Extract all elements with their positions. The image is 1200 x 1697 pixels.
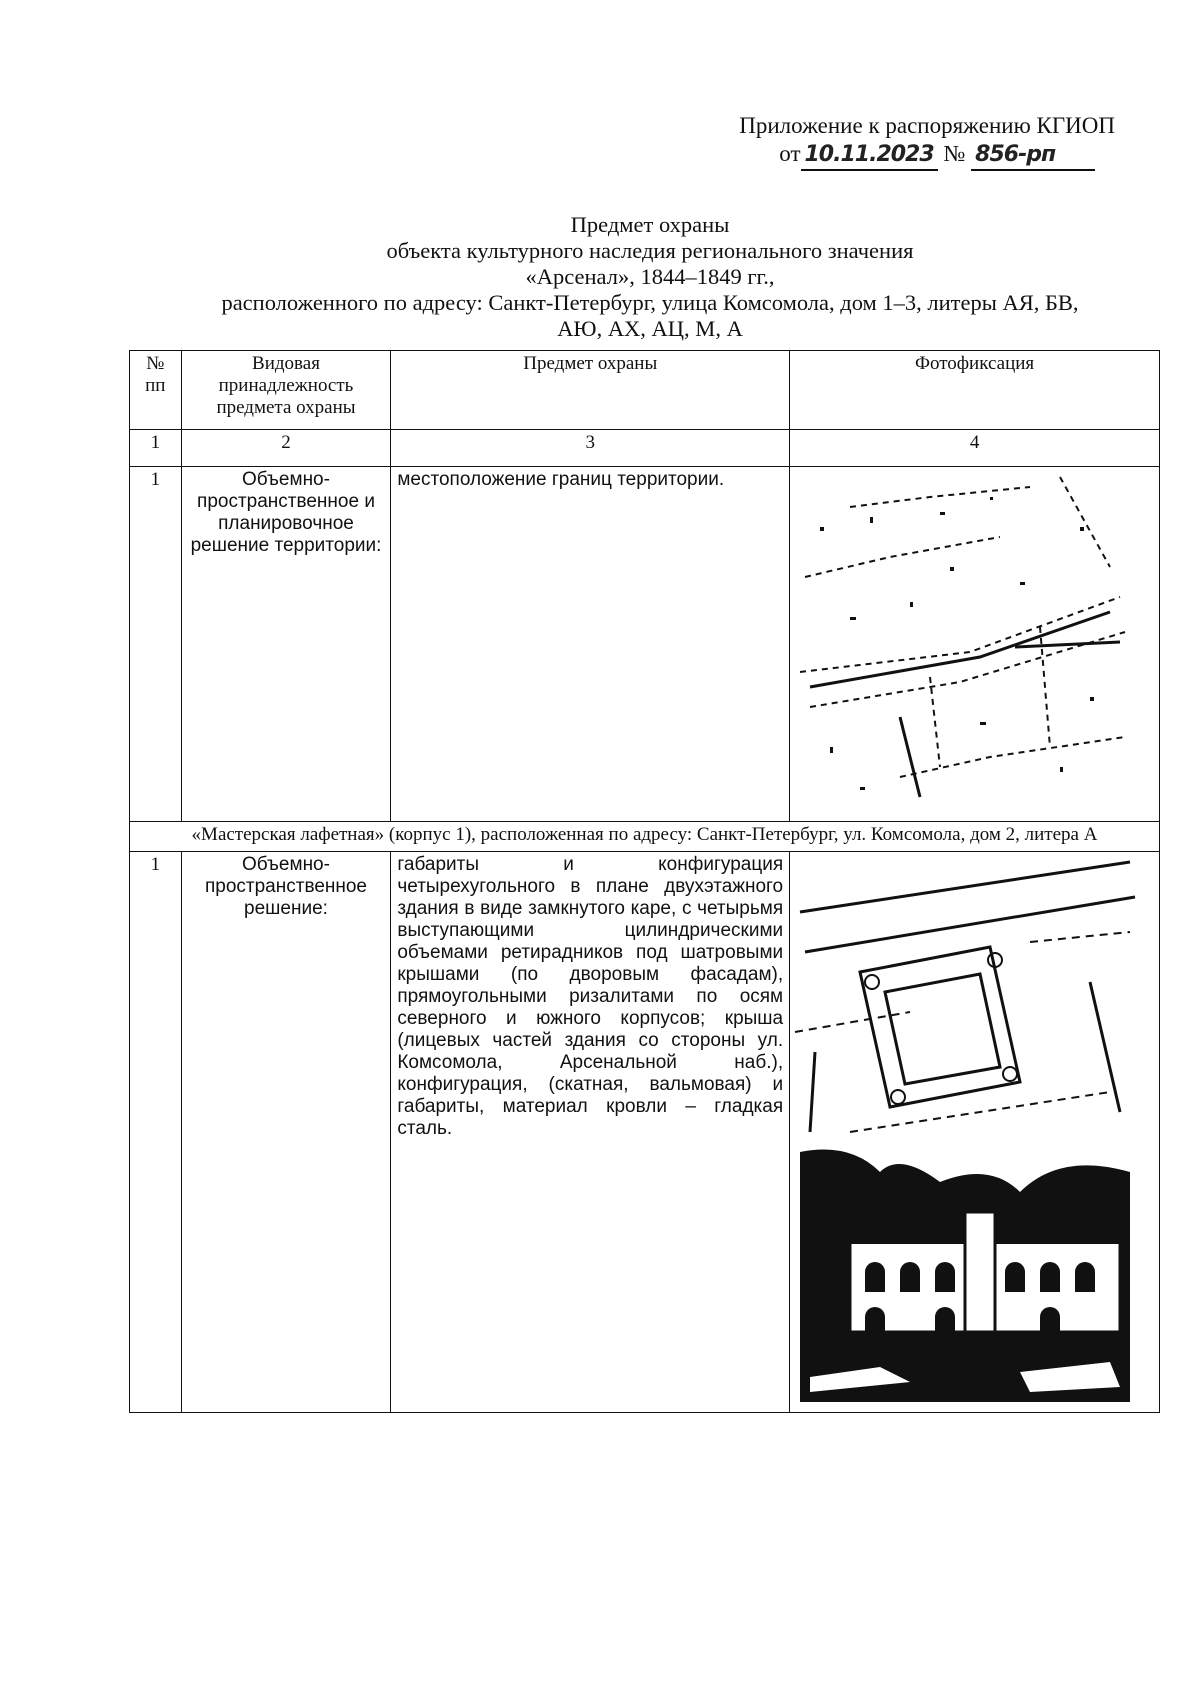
header-subject: Предмет охраны	[391, 351, 790, 430]
title-line-2: объекта культурного наследия регионального значения	[386, 238, 914, 263]
column-numbers-row	[130, 430, 1160, 467]
column-number: 1	[130, 430, 182, 467]
title-line-5: АЮ, АХ, АЦ, М, А	[557, 316, 743, 341]
territory-plan-image	[790, 467, 1140, 819]
column-number: 2	[181, 430, 391, 467]
territory-plan-photo	[790, 467, 1160, 822]
document-header	[739, 112, 1115, 171]
header-type: Видовая принадлежность предмета охраны	[181, 351, 391, 430]
row-number: 1	[130, 467, 182, 822]
appendix-line: Приложение к распоряжению КГИОП	[739, 113, 1115, 138]
row-type: Объемно-пространственное решение:	[181, 852, 391, 1413]
building-photos	[790, 852, 1160, 1413]
section-row	[130, 822, 1160, 852]
number-sign: №	[943, 141, 966, 166]
header-photo: Фотофиксация	[790, 351, 1160, 430]
row-subject: габариты и конфигурация четырехугольного в плане двухэтажного здания в виде замкнутого каре, с четырьмя выступающими цилиндрическими объемами ретирадников под шатровыми крышами (по дворовым фасадам), прямоугольными ризалитами по осям северного и южного корпусов; крыша (лицевых частей здания со стороны ул. Комсомола, Арсенальной наб.), конфигурация, (скатная, вальмовая) и габариты, материал кровли – гладкая сталь.	[391, 852, 790, 1413]
column-number: 3	[391, 430, 790, 467]
title-line-3: «Арсенал», 1844–1849 гг.,	[525, 264, 775, 289]
table-row	[130, 852, 1160, 1413]
title-line-4: расположенного по адресу: Санкт-Петербург, улица Комсомола, дом 1–3, литеры АЯ, БВ,	[221, 290, 1079, 315]
header-number: № пп	[130, 351, 182, 430]
from-prefix: от	[779, 141, 801, 166]
building-plan-image	[790, 852, 1140, 1142]
document-title	[140, 212, 1160, 342]
table-header-row	[130, 351, 1160, 430]
title-line-1: Предмет охраны	[570, 212, 730, 237]
building-facade-photo	[790, 1142, 1140, 1412]
table-row	[130, 467, 1160, 822]
handwritten-number: 856-рп	[971, 141, 1095, 171]
order-date-number	[739, 140, 1115, 171]
column-number: 4	[790, 430, 1160, 467]
row-type: Объемно-пространственное и планировочное решение территории:	[181, 467, 391, 822]
handwritten-date: 10.11.2023	[801, 141, 938, 171]
row-subject: местоположение границ территории.	[391, 467, 790, 822]
section-title: «Мастерская лафетная» (корпус 1), расположенная по адресу: Санкт-Петербург, ул. Комсомола, дом 2, литера А	[130, 822, 1160, 852]
row-number: 1	[130, 852, 182, 1413]
protection-subject-table	[129, 350, 1160, 1413]
